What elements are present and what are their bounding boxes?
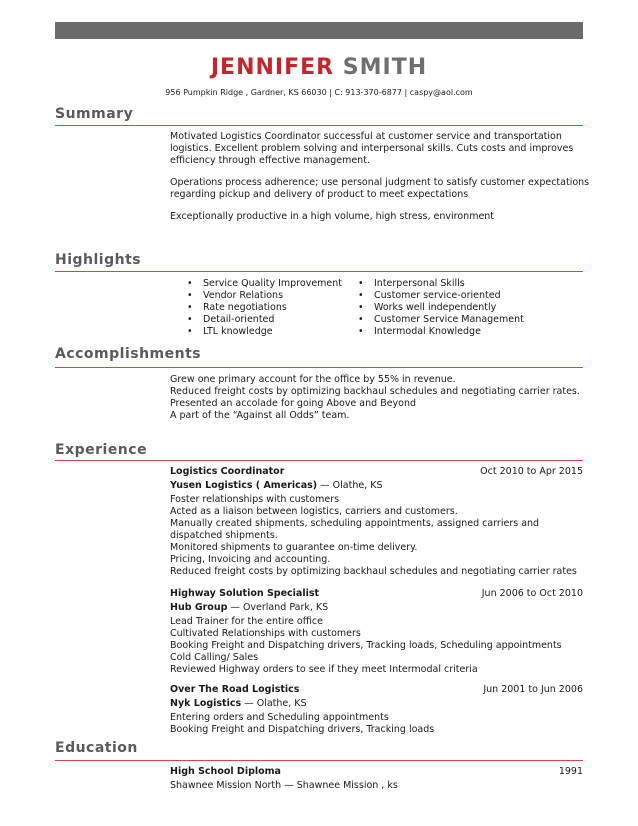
highlight-item: • LTL knowledge: [187, 326, 342, 338]
experience-heading: Experience: [55, 442, 148, 458]
job-duty: Monitored shipments to guarantee on-time delivery.: [170, 542, 418, 553]
accomplishments-block: [170, 374, 590, 422]
accomplishment-line: Grew one primary account for the office by 55% in revenue.: [170, 374, 456, 385]
experience-rule: [55, 460, 583, 461]
job-location: — Olathe, KS: [317, 480, 383, 491]
summary-paragraph: Motivated Logistics Coordinator successful at customer service and transportation logistics. Excellent problem solving and interpersonal skills. Cuts costs and improves efficiency through effective management.: [170, 131, 574, 166]
job-duty: Reduced freight costs by optimizing backhaul schedules and negotiating carrier rates: [170, 566, 577, 577]
job-location: — Overland Park, KS: [227, 602, 329, 613]
highlights-left-list: [187, 278, 342, 338]
job-duty: Pricing, Invoicing and accounting.: [170, 554, 331, 565]
header-bar: [55, 22, 583, 39]
highlight-item: • Intermodal Knowledge: [358, 326, 524, 338]
highlights-right-list: [358, 278, 524, 338]
summary-paragraph: Exceptionally productive in a high volume, high stress, environment: [170, 211, 495, 222]
summary-block: [170, 131, 590, 223]
summary-rule: [55, 125, 583, 126]
highlight-item: • Customer service-oriented: [358, 290, 524, 302]
job-duty: Foster relationships with customers: [170, 494, 340, 505]
job-entry: [170, 466, 583, 578]
education-rule: [55, 760, 583, 761]
highlight-item: • Interpersonal Skills: [358, 278, 524, 290]
contact-info: 956 Pumpkin Ridge , Gardner, KS 66030 | C: 913-370-6877 | caspy@aol.com: [165, 88, 473, 97]
last-name: SMITH: [342, 55, 428, 80]
job-duty: Cold Calling/ Sales: [170, 652, 259, 663]
job-duty: Reviewed Highway orders to see if they meet Intermodal criteria: [170, 664, 478, 675]
job-title: Logistics Coordinator: [170, 466, 285, 477]
highlight-item: • Rate negotiations: [187, 302, 342, 314]
candidate-name: [0, 55, 638, 80]
accomplishment-line: Reduced freight costs by optimizing backhaul schedules and negotiating carrier rates.: [170, 386, 580, 397]
job-title: Highway Solution Specialist: [170, 588, 320, 599]
highlights-heading: Highlights: [55, 252, 142, 268]
job-duty: Booking Freight and Dispatching drivers, Tracking loads: [170, 724, 435, 735]
highlights-rule: [55, 271, 583, 272]
education-school: Shawnee Mission North — Shawnee Mission , ks: [170, 780, 398, 791]
job-duty: Cultivated Relationships with customers: [170, 628, 361, 639]
job-dates: Oct 2010 to Apr 2015: [480, 466, 583, 477]
job-entry: [170, 684, 583, 736]
job-dates: Jun 2006 to Oct 2010: [481, 588, 583, 599]
highlight-item: • Works well independently: [358, 302, 524, 314]
highlight-item: • Service Quality Improvement: [187, 278, 342, 290]
job-duty: Manually created shipments, scheduling appointments, assigned carriers and dispatched shipments.: [170, 518, 540, 541]
job-company: Yusen Logistics ( Americas): [170, 480, 318, 491]
job-duty: Booking Freight and Dispatching drivers, Tracking loads, Scheduling appointments: [170, 640, 562, 651]
highlight-item: • Detail-oriented: [187, 314, 342, 326]
job-company: Nyk Logistics: [170, 698, 242, 709]
accomplishments-rule: [55, 367, 583, 368]
education-degree: High School Diploma: [170, 766, 281, 777]
job-dates: Jun 2001 to Jun 2006: [483, 684, 583, 695]
education-heading: Education: [55, 740, 138, 756]
job-duty: Acted as a liaison between logistics, carriers and customers.: [170, 506, 458, 517]
job-duty: Entering orders and Scheduling appointments: [170, 712, 389, 723]
summary-paragraph: Operations process adherence; use personal judgment to satisfy customer expectations regarding pickup and delivery of product to meet expectations: [170, 177, 590, 200]
first-name: JENNIFER: [210, 55, 335, 80]
job-duty: Lead Trainer for the entire office: [170, 616, 323, 627]
accomplishment-line: A part of the “Against all Odds” team.: [170, 410, 350, 421]
job-entry: [170, 588, 583, 676]
education-entry: [170, 766, 583, 792]
education-year: 1991: [558, 766, 583, 777]
job-company: Hub Group: [170, 602, 228, 613]
job-location: — Olathe, KS: [241, 698, 307, 709]
highlight-item: • Customer Service Management: [358, 314, 524, 326]
summary-heading: Summary: [55, 106, 134, 122]
accomplishment-line: Presented an accolade for going Above and Beyond: [170, 398, 417, 409]
job-title: Over The Road Logistics: [170, 684, 300, 695]
accomplishments-heading: Accomplishments: [55, 346, 202, 362]
highlight-item: • Vendor Relations: [187, 290, 342, 302]
